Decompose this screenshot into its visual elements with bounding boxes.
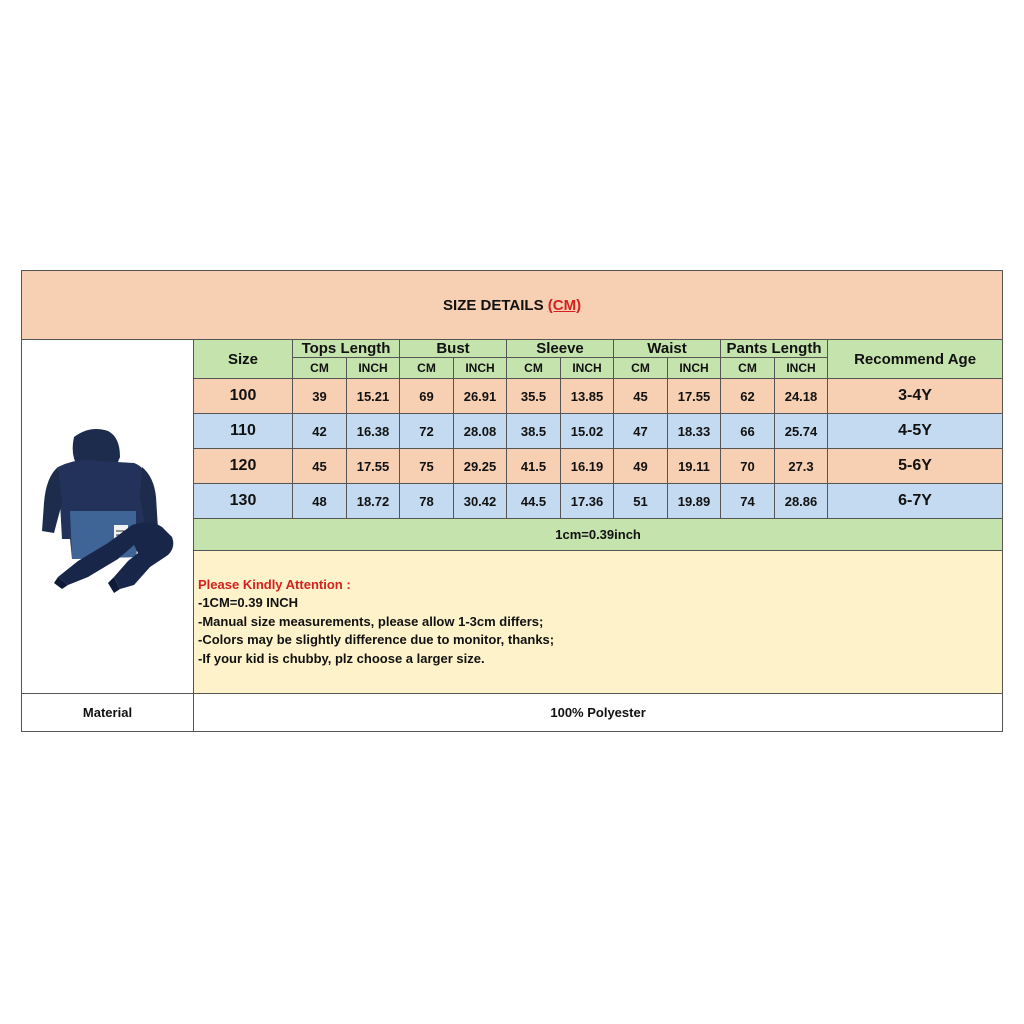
title-unit: (CM) [547, 296, 582, 314]
subheader-cm: CM [293, 358, 347, 379]
sleeve-inch-value: 17.36 [561, 484, 614, 519]
product-photo [22, 340, 194, 694]
attention-line: -Manual size measurements, please allow 1-3cm differs; [198, 613, 544, 629]
size-value: 130 [194, 484, 293, 519]
bust-inch-value: 26.91 [454, 379, 507, 414]
tops-cm-value: 45 [293, 449, 347, 484]
title-text: SIZE DETAILS [443, 296, 544, 314]
subheader-inch: INCH [561, 358, 614, 379]
age-value: 3-4Y [828, 379, 1003, 414]
header-row [22, 340, 1003, 358]
header-pants-length: Pants Length [721, 340, 828, 358]
sleeve-inch-value: 13.85 [561, 379, 614, 414]
header-bust: Bust [400, 340, 507, 358]
subheader-inch: INCH [775, 358, 828, 379]
left-sleeve [42, 467, 62, 533]
pants-inch-value: 25.74 [775, 414, 828, 449]
bust-inch-value: 29.25 [454, 449, 507, 484]
attention-line: -If your kid is chubby, plz choose a larger size. [198, 650, 485, 666]
subheader-inch: INCH [347, 358, 400, 379]
bust-cm-value: 75 [400, 449, 454, 484]
attention-line: -Colors may be slightly difference due to monitor, thanks; [198, 632, 555, 648]
subheader-cm: CM [614, 358, 668, 379]
waist-inch-value: 19.89 [668, 484, 721, 519]
material-row [22, 694, 1003, 732]
tops-inch-value: 15.21 [347, 379, 400, 414]
tops-cm-value: 48 [293, 484, 347, 519]
waist-cm-value: 49 [614, 449, 668, 484]
pants-cm-value: 74 [721, 484, 775, 519]
size-chart-sheet [21, 270, 1002, 766]
waist-inch-value: 17.55 [668, 379, 721, 414]
waist-cm-value: 45 [614, 379, 668, 414]
header-size: Size [194, 340, 293, 379]
pants-inch-value: 27.3 [775, 449, 828, 484]
subheader-cm: CM [721, 358, 775, 379]
subheader-inch: INCH [454, 358, 507, 379]
pants-cm-value: 62 [721, 379, 775, 414]
attention-notes [194, 551, 1003, 694]
waist-cm-value: 51 [614, 484, 668, 519]
hoodie-and-jogger-pants-illustration [38, 427, 178, 602]
sleeve-inch-value: 16.19 [561, 449, 614, 484]
header-sleeve: Sleeve [507, 340, 614, 358]
pants-cm-value: 70 [721, 449, 775, 484]
attention-title: Please Kindly Attention : [198, 576, 351, 592]
conversion-note: 1cm=0.39inch [194, 519, 1003, 551]
bust-inch-value: 30.42 [454, 484, 507, 519]
header-tops-length: Tops Length [293, 340, 400, 358]
bust-inch-value: 28.08 [454, 414, 507, 449]
subheader-inch: INCH [668, 358, 721, 379]
age-value: 6-7Y [828, 484, 1003, 519]
bust-cm-value: 78 [400, 484, 454, 519]
size-value: 120 [194, 449, 293, 484]
waist-inch-value: 18.33 [668, 414, 721, 449]
tops-cm-value: 39 [293, 379, 347, 414]
material-value: 100% Polyester [194, 694, 1003, 732]
size-chart-table [21, 270, 1003, 732]
size-value: 100 [194, 379, 293, 414]
tops-cm-value: 42 [293, 414, 347, 449]
bust-cm-value: 69 [400, 379, 454, 414]
sleeve-cm-value: 35.5 [507, 379, 561, 414]
bust-cm-value: 72 [400, 414, 454, 449]
age-value: 4-5Y [828, 414, 1003, 449]
pants-inch-value: 28.86 [775, 484, 828, 519]
age-value: 5-6Y [828, 449, 1003, 484]
header-recommend-age: Recommend Age [828, 340, 1003, 379]
subheader-cm: CM [507, 358, 561, 379]
sleeve-cm-value: 44.5 [507, 484, 561, 519]
tops-inch-value: 16.38 [347, 414, 400, 449]
sleeve-inch-value: 15.02 [561, 414, 614, 449]
waist-cm-value: 47 [614, 414, 668, 449]
header-waist: Waist [614, 340, 721, 358]
pants-cm-value: 66 [721, 414, 775, 449]
material-label: Material [22, 694, 194, 732]
title-row [22, 271, 1003, 340]
tops-inch-value: 17.55 [347, 449, 400, 484]
subheader-cm: CM [400, 358, 454, 379]
sleeve-cm-value: 38.5 [507, 414, 561, 449]
pants-inch-value: 24.18 [775, 379, 828, 414]
size-value: 110 [194, 414, 293, 449]
tops-inch-value: 18.72 [347, 484, 400, 519]
page-title [22, 271, 1003, 340]
waist-inch-value: 19.11 [668, 449, 721, 484]
sleeve-cm-value: 41.5 [507, 449, 561, 484]
attention-line: -1CM=0.39 INCH [198, 595, 299, 611]
